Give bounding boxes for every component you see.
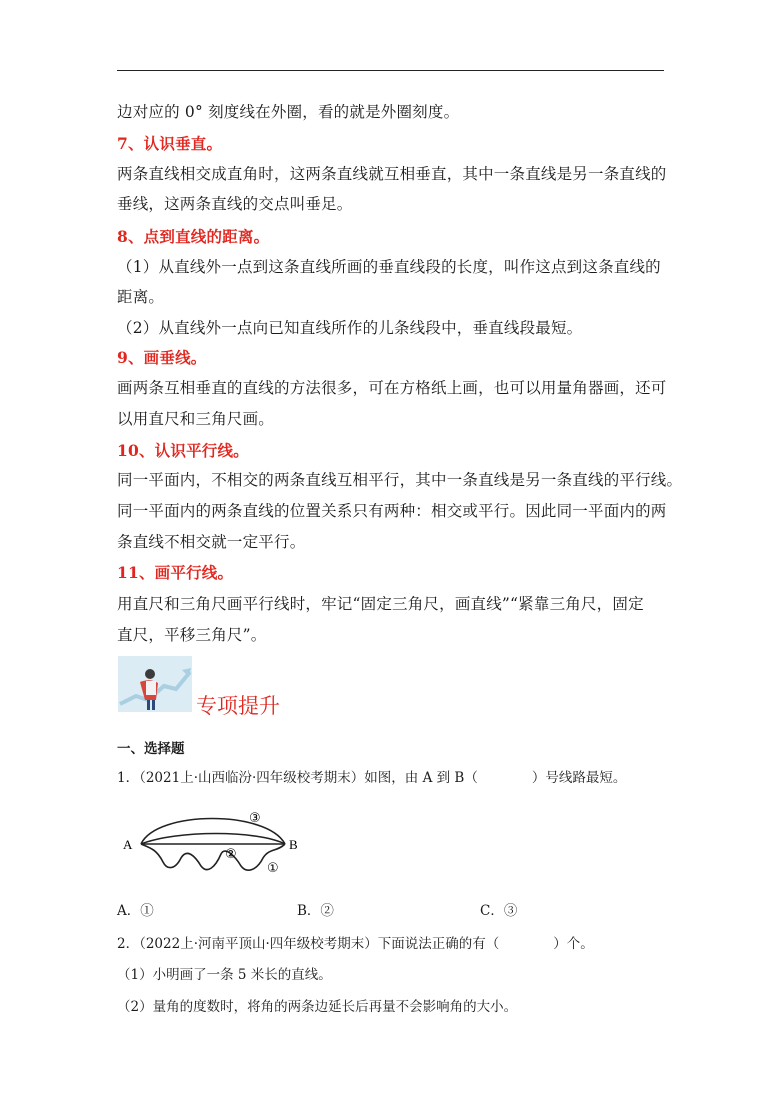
paragraph-text: （2）从直线外一点向已知直线所作的儿条线段中，垂直线段最短。 [117, 319, 583, 337]
route-1-label: ① [267, 861, 279, 876]
paragraph-text: 以用直尺和三角尺画。 [117, 410, 275, 428]
label-a: A [123, 837, 133, 852]
paragraph-text: 同一平面内，不相交的两条直线互相平行，其中一条直线是另一条直线的平行线。 [117, 471, 683, 489]
banner-illustration [118, 656, 192, 712]
paragraph-text: 用直尺和三角尺画平行线时，牢记“固定三角尺，画直线”“紧靠三角尺，固定 [117, 595, 644, 613]
route-2-label: ② [225, 847, 237, 862]
header-rule [117, 70, 664, 71]
paragraph-text: 同一平面内的两条直线的位置关系只有两种：相交或平行。因此同一平面内的两 [117, 502, 667, 520]
heading-point-line-distance: 8、点到直线的距离。 [117, 227, 270, 246]
heading-draw-parallel: 11、画平行线。 [117, 563, 234, 582]
label-b: B [289, 837, 298, 852]
paragraph-text: 距离。 [117, 288, 165, 306]
banner-title: 专项提升 [196, 694, 280, 718]
paragraph-text: 边对应的 0° 刻度线在外圈，看的就是外圈刻度。 [117, 103, 460, 121]
option-a[interactable]: A．① [117, 903, 154, 919]
heading-draw-perpendicular: 9、画垂线。 [117, 348, 207, 367]
paragraph-text: 两条直线相交成直角时，这两条直线就互相垂直，其中一条直线是另一条直线的 [117, 165, 667, 183]
paragraph-text: 条直线不相交就一定平行。 [117, 533, 306, 551]
paragraph-text: 垂线，这两条直线的交点叫垂足。 [117, 195, 353, 213]
paragraph-text: （1）从直线外一点到这条直线所画的垂直线段的长度，叫作这点到这条直线的 [117, 258, 661, 276]
question-1-stem: 1．（2021上·山西临汾·四年级校考期末）如图，由 A 到 B（ ）号线路最短。 [117, 770, 627, 786]
statement-2: （2）量角的度数时，将角的两条边延长后再量不会影响角的大小。 [117, 999, 518, 1015]
statement-1: （1）小明画了一条 5 米长的直线。 [117, 967, 332, 983]
route-3-label: ③ [249, 811, 261, 826]
section-title: 一、选择题 [117, 741, 185, 757]
question-2-stem: 2．（2022上·河南平顶山·四年级校考期末）下面说法正确的有（ ）个。 [117, 936, 594, 952]
route-diagram [117, 800, 317, 880]
option-b[interactable]: B．② [297, 903, 334, 919]
heading-parallel: 10、认识平行线。 [117, 441, 249, 460]
heading-perpendicular: 7、认识垂直。 [117, 134, 223, 153]
paragraph-text: 画两条互相垂直的直线的方法很多，可在方格纸上画，也可以用量角器画，还可 [117, 379, 667, 397]
paragraph-text: 直尺，平移三角尺”。 [117, 626, 267, 644]
option-c[interactable]: C．③ [480, 903, 518, 919]
